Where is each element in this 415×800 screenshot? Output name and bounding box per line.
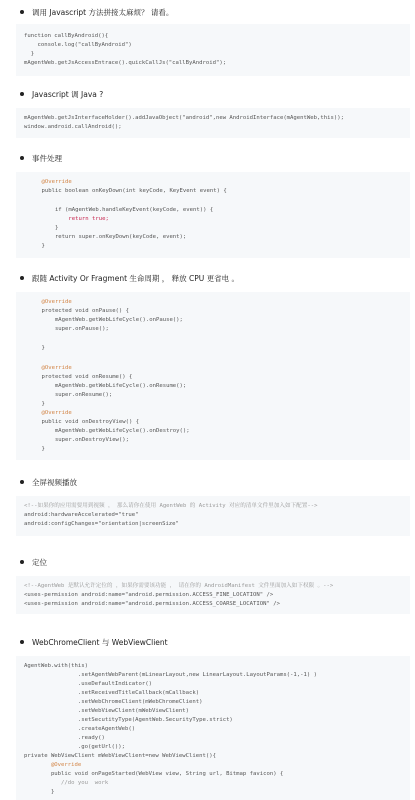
code-line: mAgentWeb.getWebLifeCycle().onDestroy();	[28, 428, 190, 434]
code-line: .setWebViewClient(mWebViewClient)	[24, 708, 190, 714]
section-heading-webchromeclient: WebChromeClient 与 WebViewClient	[20, 636, 168, 650]
bullet-icon	[20, 560, 24, 564]
code-line: mAgentWeb.getJsAccessEntrace().quickCallJs("callByAndroid");	[24, 60, 227, 66]
code-line: window.android.callAndroid();	[24, 124, 122, 130]
code-line: .ready()	[24, 735, 105, 741]
section-heading-js-call-java: Javascript 调 Java ?	[20, 88, 103, 102]
code-line: .setSecutityType(AgentWeb.SecurityType.strict)	[24, 717, 233, 723]
code-line: .useDefaultIndicator()	[24, 681, 152, 687]
section-heading-call-js: 调用 Javascript 方法拼接太麻烦？ 请看。	[20, 6, 173, 20]
code-line: mAgentWeb.getJsInterfaceHolder().addJavaObject("android",new AndroidInterface(mAgentWeb,this));	[24, 115, 344, 121]
code-block-webchromeclient	[16, 656, 410, 800]
code-line: <uses-permission android:name="android.permission.ACCESS_FINE_LOCATION" />	[24, 592, 274, 598]
code-line: .setAgentWebParent(mLinearLayout,new LinearLayout.LayoutParams(-1,-1) )	[24, 672, 317, 678]
code-block-call-js	[16, 24, 410, 76]
code-line: .setReceivedTitleCallback(mCallback)	[24, 690, 200, 696]
section-heading-event-handling: 事件处理	[20, 152, 62, 166]
code-line: public void onPageStarted(WebView view, String url, Bitmap favicon) {	[24, 771, 284, 777]
code-line: <!--如果你的应用需要用到视频 ， 那么请你在使用 AgentWeb 的 Activity 对应的清单文件里加入如下配置-->	[24, 503, 318, 509]
section-heading-fullscreen-video: 全屏视频播放	[20, 476, 77, 490]
section-heading-location: 定位	[20, 556, 47, 570]
code-line: <uses-permission android:name="android.permission.ACCESS_COARSE_LOCATION" />	[24, 601, 280, 607]
code-block-lifecycle	[16, 292, 410, 460]
code-line: }	[28, 243, 45, 249]
code-block-location	[16, 576, 410, 614]
code-line: protected void onResume() {	[28, 374, 133, 380]
code-line: android:hardwareAccelerated="true"	[24, 512, 139, 518]
code-line: super.onPause();	[28, 326, 109, 332]
bullet-icon	[20, 10, 24, 14]
code-line: @Override	[28, 179, 72, 185]
bullet-icon	[20, 640, 24, 644]
code-line: private WebViewClient mWebViewClient=new WebViewClient(){	[24, 753, 216, 759]
section-heading-lifecycle: 跟随 Activity Or Fragment 生命周期 ， 释放 CPU 更省电 。	[20, 272, 239, 286]
bullet-icon	[20, 92, 24, 96]
code-line: //do you work	[24, 780, 109, 786]
code-line: public void onDestroyView() {	[28, 419, 140, 425]
code-line: .setWebChromeClient(mWebChromeClient)	[24, 699, 203, 705]
code-line: if (mAgentWeb.handleKeyEvent(keyCode, event)) {	[28, 207, 214, 213]
code-line: .go(getUrl());	[24, 744, 126, 750]
code-line: .createAgentWeb()	[24, 726, 136, 732]
code-line: android:configChanges="orientation|screenSize"	[24, 521, 179, 527]
code-block-event-handling	[16, 172, 410, 258]
code-line: }	[28, 225, 59, 231]
code-line: }	[28, 345, 45, 351]
bullet-icon	[20, 480, 24, 484]
code-line: console.log("callByAndroid")	[24, 42, 132, 48]
bullet-icon	[20, 276, 24, 280]
bullet-icon	[20, 156, 24, 160]
code-line: public boolean onKeyDown(int keyCode, KeyEvent event) {	[28, 188, 227, 194]
code-line: return super.onKeyDown(keyCode, event);	[28, 234, 187, 240]
code-line: @Override	[28, 365, 72, 371]
code-line: }	[28, 446, 45, 452]
code-line: AgentWeb.with(this)	[24, 663, 88, 669]
code-block-js-call-java	[16, 108, 410, 138]
code-line: @Override	[28, 410, 72, 416]
code-line: super.onResume();	[28, 392, 113, 398]
code-line: mAgentWeb.getWebLifeCycle().onResume();	[28, 383, 187, 389]
code-line: }	[24, 51, 35, 57]
code-line: mAgentWeb.getWebLifeCycle().onPause();	[28, 317, 183, 323]
code-line: function callByAndroid(){	[24, 33, 109, 39]
code-line: @Override	[24, 762, 82, 768]
code-block-fullscreen-video	[16, 496, 410, 536]
code-line: super.onDestroyView();	[28, 437, 130, 443]
code-line: @Override	[28, 299, 72, 305]
code-line: }	[24, 789, 55, 795]
code-line: return true;	[28, 216, 109, 222]
code-line: }	[28, 401, 45, 407]
code-line: <!--AgentWeb 是默认允许定位的 ，如果你需要该功能 ， 请在你的 AndroidManifest 文件里面加入如下权限 。-->	[24, 583, 334, 589]
code-line: protected void onPause() {	[28, 308, 130, 314]
